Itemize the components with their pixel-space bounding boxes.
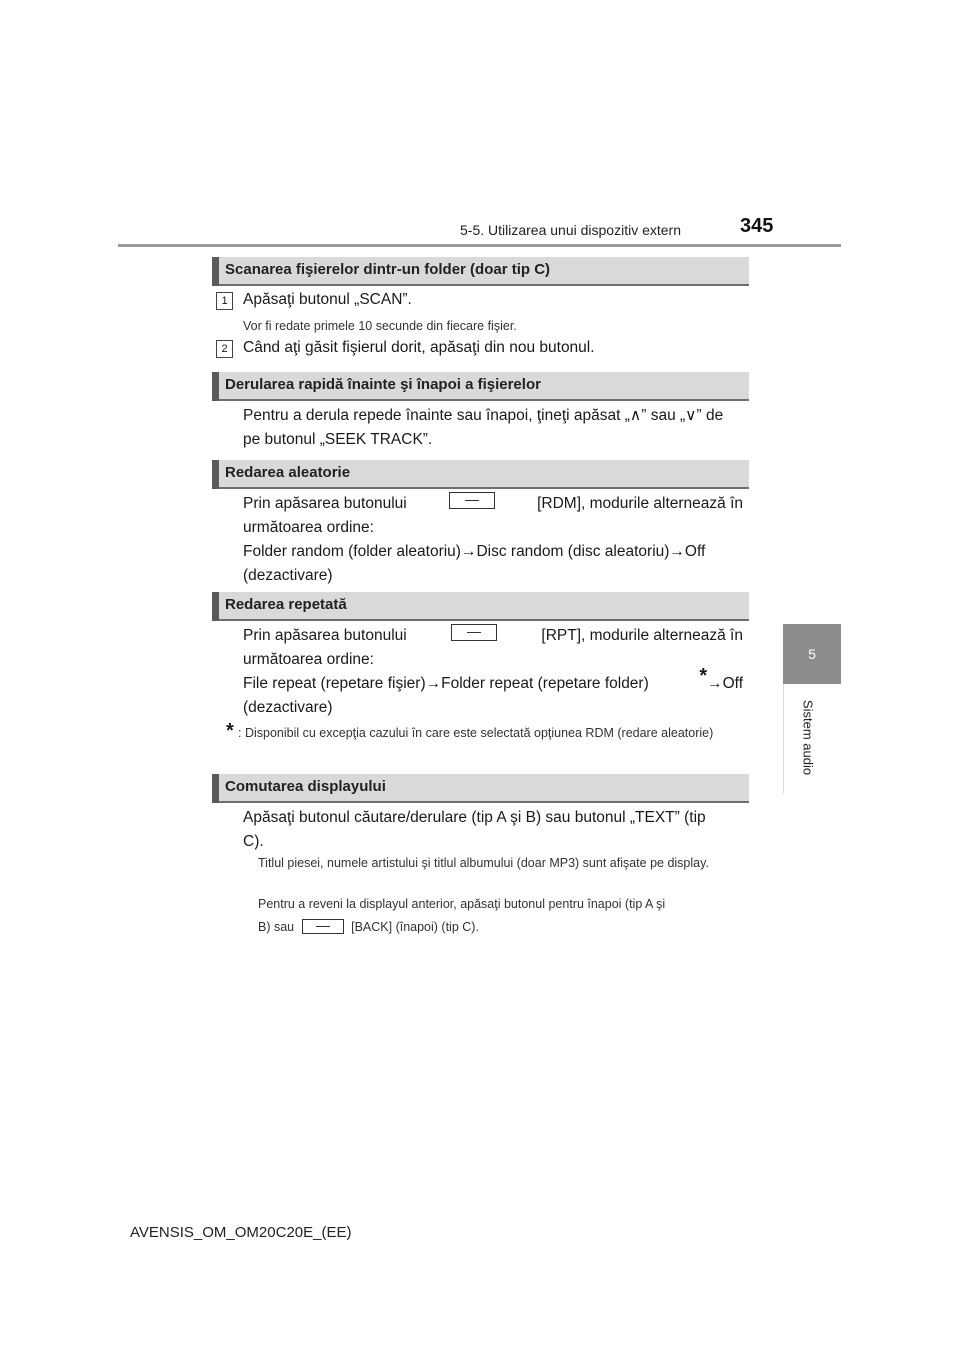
step-text: Apăsaţi butonul „SCAN”. [243, 291, 412, 308]
text-fragment: B) sau [258, 920, 295, 934]
section-header: 5-5. Utilizarea unui dispozitiv extern [460, 222, 681, 238]
note-text: Titlul piesei, numele artistului şi titlul albumului (doar MP3) sunt afişate pe display. [258, 856, 709, 870]
note-line [258, 918, 744, 937]
paragraph-line [243, 624, 743, 648]
back-button-icon [302, 919, 344, 934]
paragraph-line: Pentru a derula repede înainte sau înapoi, ţineţi apăsat „∧” sau „∨” de [243, 407, 724, 424]
section-title: Redarea aleatorie [225, 464, 351, 481]
paragraph-line [243, 492, 743, 516]
rpt-button-icon [451, 624, 497, 641]
rdm-button-icon [449, 492, 495, 509]
paragraph-line: (dezactivare) [243, 699, 333, 716]
step-number: 1 [216, 292, 233, 310]
paragraph-line: Apăsaţi butonul căutare/derulare (tip A şi B) sau butonul „TEXT” (tip [243, 809, 706, 826]
text-fragment: Prin apăsarea butonului [243, 627, 407, 644]
paragraph-line: Folder random (folder aleatoriu)→Disc random (disc aleatoriu)→Off [243, 543, 706, 560]
chapter-tab-number: 5 [783, 624, 841, 684]
paragraph-line: pe butonul „SEEK TRACK”. [243, 431, 433, 448]
paragraph-line: C). [243, 833, 264, 850]
text-fragment: →Off [707, 675, 743, 692]
text-fragment: File repeat (repetare fişier)→Folder repeat (repetare folder) [243, 675, 649, 692]
step-text: Când aţi găsit fişierul dorit, apăsaţi din nou butonul. [243, 339, 595, 356]
footnote-text: : Disponibil cu excepţia cazului în care este selectată opţiunea RDM (redare aleatorie) [238, 726, 714, 740]
text-fragment: [RPT], modurile alternează în [541, 627, 743, 644]
text-fragment [699, 664, 743, 696]
footnote-star: * [226, 720, 234, 742]
section-heading-random [212, 460, 749, 489]
page-number: 345 [740, 215, 774, 237]
section-title: Scanarea fişierelor dintr-un folder (doar tip C) [225, 261, 551, 278]
document-code: AVENSIS_OM_OM20C20E_(EE) [130, 1224, 352, 1241]
section-title: Derularea rapidă înainte şi înapoi a fişierelor [225, 376, 541, 393]
note-text: Pentru a reveni la displayul anterior, apăsaţi butonul pentru înapoi (tip A şi [258, 897, 666, 911]
section-title: Redarea repetată [225, 596, 347, 613]
section-title: Comutarea displayului [225, 778, 386, 795]
header-divider [118, 244, 841, 247]
paragraph-line: (dezactivare) [243, 567, 333, 584]
section-heading-repeat [212, 592, 749, 621]
text-fragment: [RDM], modurile alternează în [537, 495, 743, 512]
text-fragment: [BACK] (înapoi) (tip C). [351, 920, 479, 934]
section-heading-fast [212, 372, 749, 401]
chapter-tab-label: Sistem audio [800, 699, 816, 776]
paragraph-line: următoarea ordine: [243, 519, 374, 536]
step-number: 2 [216, 340, 233, 358]
footnote-marker: * [699, 664, 708, 687]
section-heading-display [212, 774, 749, 803]
text-fragment: Prin apăsarea butonului [243, 495, 407, 512]
section-heading-scan [212, 257, 749, 286]
paragraph-line: următoarea ordine: [243, 651, 374, 668]
paragraph-line [243, 664, 743, 696]
step-note: Vor fi redate primele 10 secunde din fiecare fişier. [243, 319, 517, 333]
